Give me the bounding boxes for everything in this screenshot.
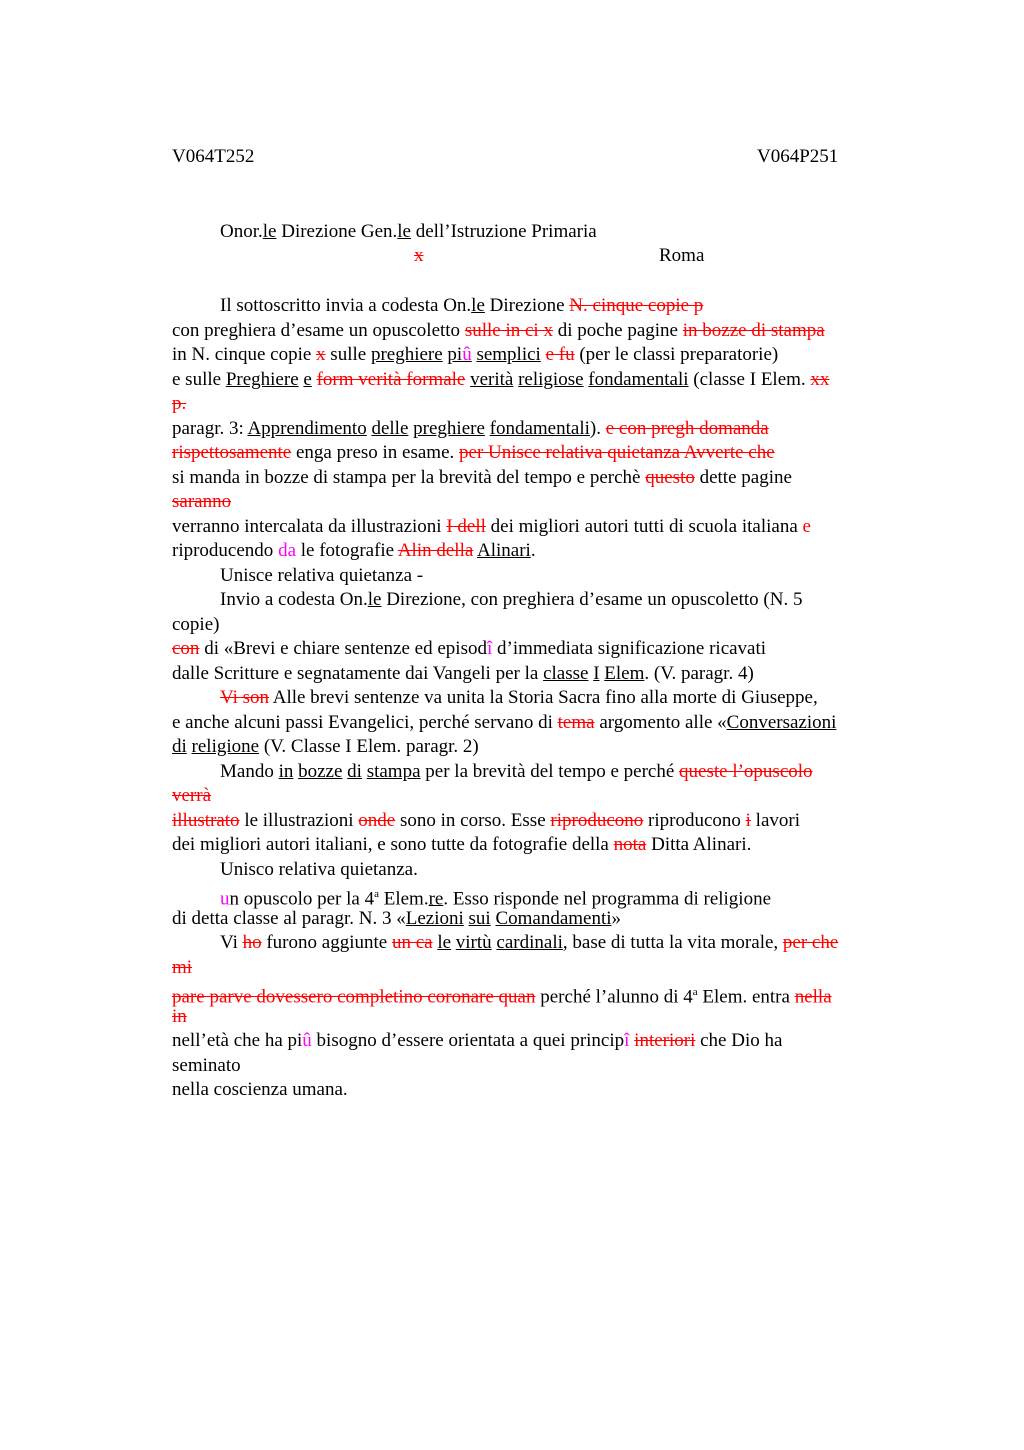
body-line-12: [172, 564, 912, 589]
text: (per le classi preparatorie): [574, 344, 779, 365]
deleted-text: Vi son: [220, 687, 270, 708]
address-line: [220, 221, 597, 243]
text: pi: [447, 344, 463, 365]
underlined-text: cardinali: [496, 932, 563, 953]
body-line-18: [172, 711, 912, 736]
text: Mando: [220, 760, 279, 782]
text: Elem. entra: [697, 986, 795, 1008]
text: dell’Istruzione Primaria: [411, 221, 597, 242]
deleted-text: onde: [358, 809, 396, 831]
deleted-text: p.: [172, 393, 187, 414]
body-line-31: [172, 1029, 912, 1054]
text: dalle Scritture e segnatamente dai Vangeli per la: [172, 662, 544, 684]
body-line-29: [172, 980, 912, 1008]
text: Unisce relativa quietanza -: [220, 564, 424, 586]
underlined-text: le: [262, 221, 277, 242]
body-line-7: [172, 441, 912, 466]
body-line-15: [172, 637, 912, 662]
inserted-text: da: [278, 540, 296, 561]
underlined-text: le: [367, 589, 382, 610]
text: . (V. paragr. 4): [644, 662, 754, 684]
deleted-text: e fu: [545, 344, 575, 365]
deleted-text: nella: [794, 986, 832, 1008]
underlined-text: stampa: [366, 760, 421, 782]
underlined-text: Lezioni: [405, 907, 464, 929]
body-line-8: [172, 466, 912, 491]
body-line-33: [172, 1078, 912, 1103]
text: riproducono: [643, 809, 746, 831]
underlined-text: le: [437, 932, 452, 953]
text: sulle: [325, 344, 371, 365]
red-text: e: [802, 515, 811, 537]
deleted-text: Alin della: [397, 540, 474, 561]
underlined-text: in: [278, 760, 294, 782]
body-line-3: [172, 343, 912, 368]
underlined-text: preghiere: [413, 417, 485, 439]
deleted-text: pare parve dovessero completino coronare quan: [172, 986, 536, 1008]
text: argomento alle «: [594, 711, 727, 733]
text: riproducendo: [172, 540, 279, 561]
underlined-text: sui: [468, 907, 491, 929]
text: si manda in bozze di stampa per la brevità del tempo e perchè: [172, 466, 646, 488]
text: che Dio ha: [695, 1030, 783, 1051]
text: .: [530, 540, 536, 561]
underlined-text: fondamentali: [588, 368, 689, 390]
underlined-text: di: [347, 760, 362, 782]
text: verranno intercalata da illustrazioni: [172, 515, 447, 537]
inserted-text: î: [624, 1030, 630, 1051]
text: e sulle: [172, 368, 226, 390]
underlined-text: delle: [371, 417, 409, 439]
deleted-text: saranno: [172, 491, 232, 512]
text: dette pagine: [694, 466, 792, 488]
text: in N. cinque copie: [172, 344, 317, 365]
text: Alle brevi sentenze va unita la Storia Sacra fino alla morte di Giuseppe,: [269, 687, 818, 708]
underlined-text: bozze: [298, 760, 343, 782]
text: (V. Classe I Elem. paragr. 2): [259, 736, 479, 757]
underlined-text: Comandamenti: [495, 907, 612, 929]
letter-body: [172, 294, 912, 1103]
body-line-9: [172, 490, 912, 515]
text: e anche alcuni passi Evangelici, perché servano di: [172, 711, 558, 733]
text: perché l’alunno di 4: [535, 986, 693, 1008]
text: nella coscienza umana.: [172, 1079, 348, 1100]
inserted-text: u: [220, 888, 230, 910]
text: Unisco relativa quietanza.: [220, 858, 418, 880]
body-line-13: [172, 588, 912, 613]
deleted-text: interiori: [634, 1030, 696, 1051]
deleted-text: per che: [782, 932, 839, 953]
underlined-text: religione: [191, 736, 260, 757]
text: Direzione, con preghiera d’esame un opuscoletto (N. 5: [381, 589, 803, 610]
underlined-text: verità: [470, 368, 514, 390]
underlined-text: Preghiere: [225, 368, 299, 390]
underlined-text: fondamentali: [489, 417, 590, 439]
body-line-27: [172, 931, 912, 956]
deleted-text: mi: [172, 956, 193, 978]
deleted-text: con: [172, 638, 200, 659]
body-line-24: [172, 858, 912, 883]
deleted-text: i: [745, 809, 751, 831]
deleted-text: queste l’opuscolo: [679, 760, 813, 782]
body-line-1: [172, 294, 912, 319]
text: copie): [172, 613, 220, 635]
underlined-text: I: [593, 662, 600, 684]
body-line-6: [172, 417, 912, 442]
body-line-30: [172, 1005, 912, 1030]
deleted-text: x: [316, 344, 326, 365]
text: nell’età che ha pi: [172, 1030, 303, 1051]
text: , base di tutta la vita morale,: [562, 932, 783, 953]
deleted-text: in bozze di stampa: [682, 319, 825, 341]
text: . Esso risponde nel programma di religione: [443, 888, 772, 910]
deleted-text: illustrato: [172, 809, 240, 831]
text: Il sottoscritto invia a codesta On.: [220, 295, 472, 316]
text: paragr. 3:: [172, 417, 248, 439]
underlined-text: virtù: [455, 932, 492, 953]
underlined-text: re: [428, 888, 444, 910]
underlined-text: le: [397, 221, 411, 242]
text: (classe I Elem.: [688, 368, 811, 390]
text: n opuscolo per la 4: [229, 888, 375, 910]
deleted-text: xx: [810, 368, 830, 390]
text: Invio a codesta On.: [220, 589, 368, 610]
text: Elem.: [378, 888, 429, 910]
underlined-text: Elem: [604, 662, 645, 684]
underlined-text: e: [303, 368, 312, 390]
text: con preghiera d’esame un opuscoletto: [172, 319, 465, 341]
body-line-25: [172, 882, 912, 910]
text: di poche pagine: [552, 319, 683, 341]
underlined-text: semplici: [476, 344, 541, 365]
superscript: a: [692, 986, 698, 998]
text: Ditta Alinari.: [646, 834, 752, 855]
body-line-16: [172, 662, 912, 687]
text: di detta classe al paragr. N. 3 «: [172, 907, 406, 929]
body-line-19: [172, 735, 912, 760]
text: le illustrazioni: [239, 809, 359, 831]
underlined-text: Alinari: [476, 540, 531, 561]
deleted-text: form verità formale: [316, 368, 466, 390]
underlined-text: di: [172, 736, 187, 757]
text: dei migliori autori italiani, e sono tutte da fotografie della: [172, 834, 614, 855]
body-line-21: [172, 784, 912, 809]
body-line-17: [172, 686, 912, 711]
deleted-text: questo: [645, 466, 695, 488]
deleted-x-mark: x: [414, 245, 424, 266]
text: per la brevità del tempo e perché: [420, 760, 680, 782]
underlined-text: Conversazioni: [726, 711, 837, 733]
text: Direzione Gen.: [276, 221, 398, 242]
body-line-5: [172, 392, 912, 417]
text: enga preso in esame.: [291, 442, 460, 463]
deleted-text: nota: [613, 834, 647, 855]
underlined-text: preghiere: [370, 344, 443, 365]
body-line-22: [172, 809, 912, 834]
body-line-28: [172, 956, 912, 981]
text: di «Brevi e chiare sentenze ed episod: [199, 638, 487, 659]
text: bisogno d’essere orientata a quei princip: [311, 1030, 625, 1051]
underlined-text: religiose: [518, 368, 584, 390]
body-line-11: [172, 539, 912, 564]
inserted-text: û: [462, 344, 472, 365]
text: »: [611, 907, 622, 929]
inserted-text: û: [302, 1030, 312, 1051]
deleted-text: tema: [557, 711, 595, 733]
header-right-code: V064P251: [757, 146, 839, 167]
deleted-text: ho: [242, 932, 262, 953]
underlined-text: [447, 344, 471, 365]
underlined-text: Apprendimento: [247, 417, 367, 439]
body-line-20: [172, 760, 912, 785]
text: seminato: [172, 1054, 241, 1076]
text: Onor.: [220, 221, 263, 242]
text: dei migliori autori tutti di scuola italiana: [485, 515, 803, 537]
deleted-text: e con pregh domanda: [605, 417, 769, 439]
body-line-4: [172, 368, 912, 393]
inserted-text: î: [486, 638, 493, 659]
deleted-text: I dell: [446, 515, 486, 537]
text: d’immediata significazione ricavati: [492, 638, 767, 659]
text: ).: [589, 417, 606, 439]
underlined-text: classe: [543, 662, 589, 684]
body-line-32: [172, 1054, 912, 1079]
superscript: a: [374, 888, 379, 900]
deleted-text: riproducono: [550, 809, 644, 831]
body-line-26: [172, 907, 912, 932]
text: Vi: [220, 932, 243, 953]
deleted-text: rispettosamente: [172, 442, 292, 463]
deleted-text: in: [172, 1005, 187, 1027]
deleted-text: sulle in ci x: [464, 319, 553, 341]
underlined-text: le: [471, 295, 485, 316]
text: sono in corso. Esse: [395, 809, 551, 831]
header-left-code: V064T252: [172, 146, 255, 167]
body-line-10: [172, 515, 912, 540]
body-line-23: [172, 833, 912, 858]
text: furono aggiunte: [261, 932, 392, 953]
deleted-text: verrà: [172, 785, 212, 806]
text: lavori: [750, 809, 800, 831]
text: le fotografie: [296, 540, 398, 561]
deleted-text: per Unisce relativa quietanza Avverte che: [459, 442, 775, 463]
body-line-14: [172, 613, 912, 638]
text: Direzione: [484, 295, 570, 316]
deleted-text: N. cinque copie p: [569, 295, 704, 316]
body-line-2: [172, 319, 912, 344]
deleted-text: un ca: [391, 932, 433, 953]
city-roma: Roma: [659, 245, 705, 266]
